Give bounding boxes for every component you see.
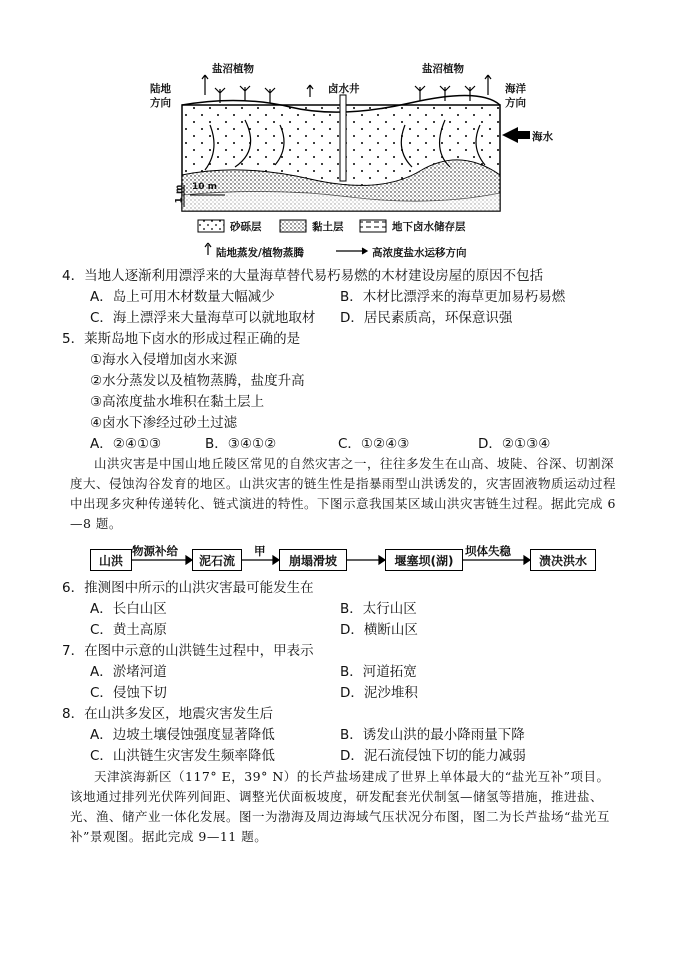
q6-option-b: B．太行山区 bbox=[340, 601, 417, 617]
chain-node-outburst: 溃决洪水 bbox=[530, 549, 596, 571]
legend-brine: 地下卤水储存层 bbox=[392, 221, 466, 233]
q5-option-c: C．①②④③ bbox=[338, 436, 410, 452]
q4-option-d: D．居民素质高，环保意识强 bbox=[340, 310, 513, 326]
chain-node-dam-lake: 堰塞坝(湖) bbox=[385, 549, 463, 571]
q5-statement-3: ③高浓度盐水堆积在黏土层上 bbox=[90, 394, 265, 410]
q5-stem: 5．莱斯岛地下卤水的形成过程正确的是 bbox=[62, 331, 301, 347]
chain-node-landslide: 崩塌滑坡 bbox=[279, 549, 347, 571]
q7-option-c: C．侵蚀下切 bbox=[90, 685, 167, 701]
ocean-direction-label: 海洋 方向 bbox=[505, 83, 526, 109]
q7-option-b: B．河道拓宽 bbox=[340, 664, 417, 680]
q6-option-c: C．黄土高原 bbox=[90, 622, 167, 638]
passage-mountain-flood: 山洪灾害是中国山地丘陵区常见的自然灾害之一，往往多发生在山高、坡陡、谷深、切割深度大、侵蚀沟谷发育的地区。山洪灾害的链生性是指暴雨型山洪诱发的，灾害固液物质运动过程中出现多灾种传递转化、链式演进的特性。下图示意我国某区域山洪灾害链生过程。据此完成 6—8 题。 bbox=[70, 456, 617, 531]
q8-stem: 8．在山洪多发区，地震灾害发生后 bbox=[62, 706, 274, 722]
chain-node-debris-flow: 泥石流 bbox=[192, 549, 242, 571]
scale-vertical-label: 1 m bbox=[174, 184, 185, 204]
q5-option-d: D．②①③④ bbox=[478, 436, 551, 452]
plant-label-left: 盐沼植物 bbox=[212, 63, 254, 75]
q6-stem: 6．推测图中所示的山洪灾害最可能发生在 bbox=[62, 580, 314, 596]
legend-salt-flow: 高浓度盐水运移方向 bbox=[372, 247, 467, 259]
q4-option-b: B．木材比漂浮来的海草更加易朽易燃 bbox=[340, 289, 566, 305]
q8-option-a: A．边坡土壤侵蚀强度显著降低 bbox=[90, 727, 275, 743]
chain-arrow-label-supply: 物源补给 bbox=[132, 544, 178, 558]
q6-option-d: D．横断山区 bbox=[340, 622, 418, 638]
chain-node-flood: 山洪 bbox=[90, 549, 132, 571]
q8-option-d: D．泥石流侵蚀下切的能力减弱 bbox=[340, 748, 526, 764]
q5-statement-2: ②水分蒸发以及植物蒸腾，盐度升高 bbox=[90, 373, 305, 389]
q8-option-c: C．山洪链生灾害发生频率降低 bbox=[90, 748, 275, 764]
legend-evaporation: 陆地蒸发/植物蒸腾 bbox=[216, 247, 304, 259]
q7-option-d: D．泥沙堆积 bbox=[340, 685, 418, 701]
q5-statement-1: ①海水入侵增加卤水来源 bbox=[90, 352, 238, 368]
brine-well-label: 卤水井 bbox=[328, 83, 360, 95]
scale-horizontal-label: 10 m bbox=[192, 182, 218, 192]
legend-clay: 黏土层 bbox=[312, 221, 344, 233]
q6-option-a: A．长白山区 bbox=[90, 601, 167, 617]
q8-option-b: B．诱发山洪的最小降雨量下降 bbox=[340, 727, 525, 743]
legend-gravel: 砂砾层 bbox=[230, 221, 262, 233]
q7-stem: 7．在图中示意的山洪链生过程中，甲表示 bbox=[62, 643, 314, 659]
seawater-label: 海水 bbox=[532, 131, 553, 143]
land-direction-label: 陆地 方向 bbox=[150, 83, 171, 109]
q5-statement-4: ④卤水下渗经过砂土过滤 bbox=[90, 415, 238, 431]
passage-salt-solar: 天津滨海新区（117° E，39° N）的长芦盐场建成了世界上单体最大的“盐光互补”项目。该地通过排列光伏阵列间距、调整光伏面板坡度，研发配套光伏制氢—储氢等措施，推进盐、光、渔、储产业一体化发展。图一为渤海及周边海域气压状况分布图，图二为长芦盐场“盐光互补”景观图。据此完成 9—11 题。 bbox=[70, 769, 610, 844]
q5-option-b: B．③④①② bbox=[205, 436, 277, 452]
plant-label-right: 盐沼植物 bbox=[422, 63, 464, 75]
q4-option-c: C．海上漂浮来大量海草可以就地取材 bbox=[90, 310, 316, 326]
q7-option-a: A．淤堵河道 bbox=[90, 664, 167, 680]
chain-arrow-label-jia: 甲 bbox=[254, 544, 266, 558]
q5-option-a: A．②④①③ bbox=[90, 436, 162, 452]
q4-stem: 4．当地人逐渐利用漂浮来的大量海草替代易朽易燃的木材建设房屋的原因不包括 bbox=[62, 268, 544, 284]
q4-option-a: A．岛上可用木材数量大幅减少 bbox=[90, 289, 275, 305]
chain-arrow-label-instability: 坝体失稳 bbox=[465, 544, 511, 558]
